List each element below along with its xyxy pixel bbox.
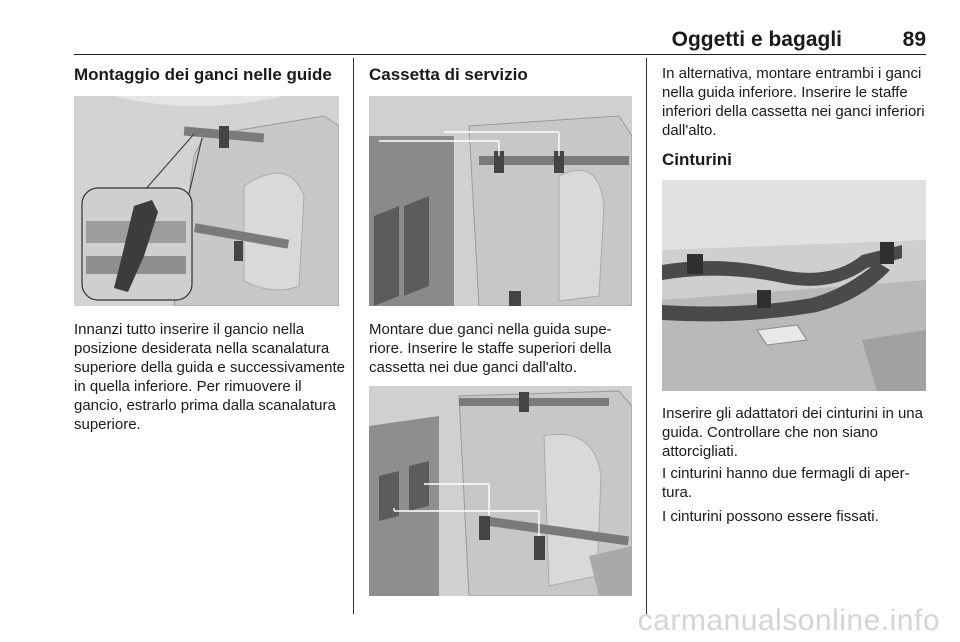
illustration-service-case-lower <box>369 386 632 596</box>
column-divider <box>646 58 647 614</box>
section-heading-service-case: Cassetta di servizio <box>369 65 528 84</box>
illustration-hook-in-rail <box>74 96 339 306</box>
paragraph: Inserire gli adattatori dei cinturini in una guida. Controllare che non siano attorcigliati. <box>662 405 923 460</box>
header-rule <box>74 54 926 55</box>
illustration-straps <box>662 180 926 391</box>
paragraph: Montare due ganci nella guida superiore. Inserire le staffe superiori della cassetta nei due ganci dall'alto. <box>369 321 612 376</box>
watermark: carmanualsonline.info <box>637 604 940 637</box>
paragraph: In alternativa, montare entrambi i ganci nella guida inferiore. Inserire le staffe inferiori della cassetta nei ganci inferiori dall'alto. <box>662 65 925 139</box>
paragraph: I cinturini possono essere fissati. <box>662 508 879 525</box>
section-heading-straps: Cinturini <box>662 150 732 169</box>
illustration-service-case-upper <box>369 96 632 306</box>
paragraph: I cinturini hanno due fermagli di apertura. <box>662 465 910 501</box>
page-title: Oggetti e bagagli <box>671 28 842 51</box>
section-heading-hook-mounting: Montaggio dei ganci nelle guide <box>74 65 332 84</box>
column-divider <box>353 58 354 614</box>
paragraph: Innanzi tutto inserire il gancio nella posizione desiderata nella scanalatura superiore della guida e successivamente in quella inferiore. Per rimuovere il gancio, estrarlo prima dalla scanalatura superiore. <box>74 321 345 433</box>
page-number: 89 <box>902 28 926 51</box>
